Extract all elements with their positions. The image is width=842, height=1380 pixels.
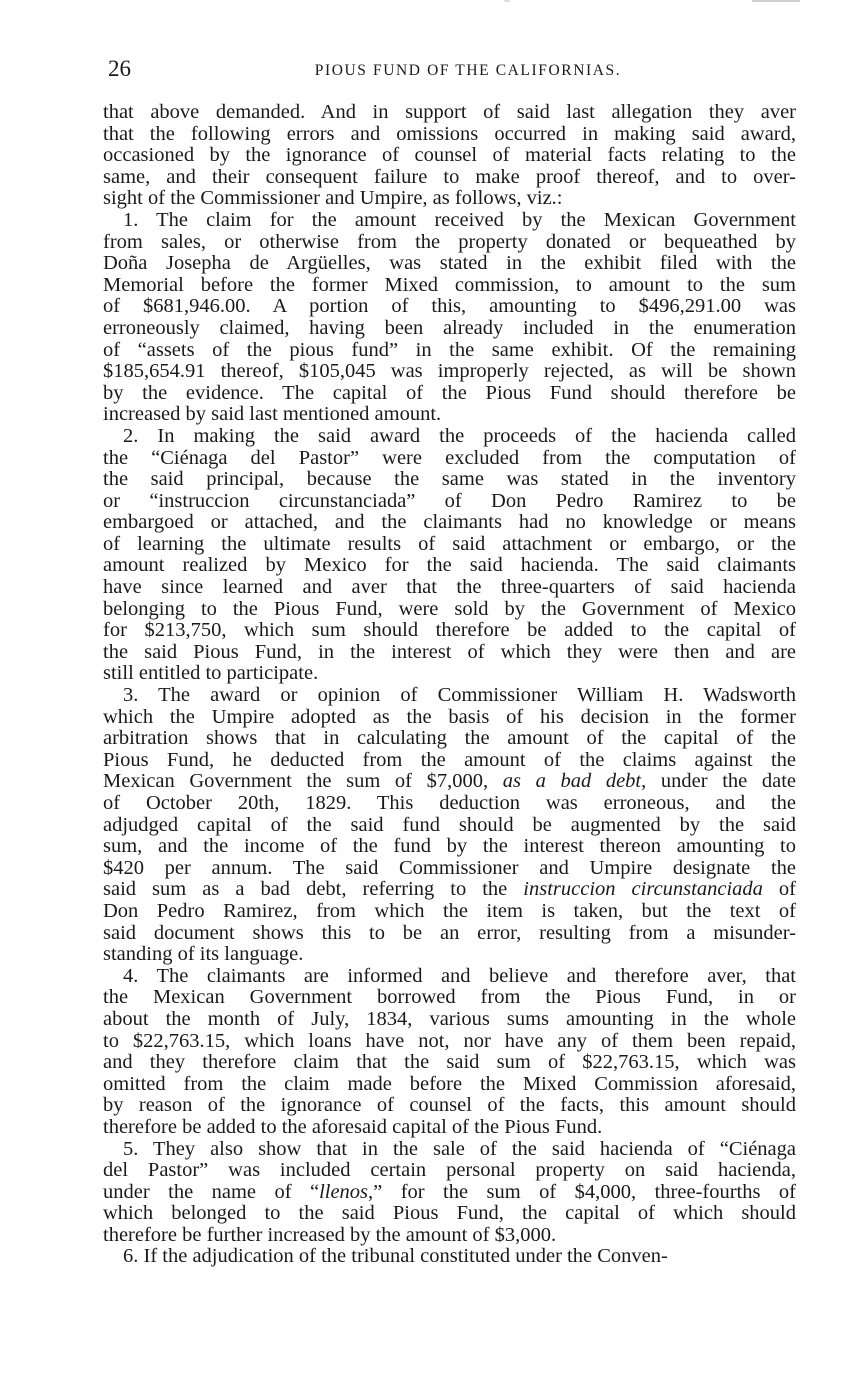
text-line: by the evidence. The capital of the Pious Fund should therefore be — [103, 381, 796, 404]
text-line: from sales, or otherwise from the property donated or bequeathed by — [103, 230, 796, 253]
body-text — [103, 102, 796, 1268]
text-line: increased by said last mentioned amount. — [103, 403, 442, 426]
text-line: under the name of “llenos,” for the sum of $4,000, three-fourths of — [103, 1180, 796, 1203]
text-line: omitted from the claim made before the Mixed Commission aforesaid, — [103, 1072, 796, 1095]
paragraph-item-5 — [103, 1139, 796, 1247]
text-line: the said principal, because the same was stated in the inventory — [103, 468, 796, 491]
text-line: 2. In making the said award the proceeds of the hacienda called — [123, 424, 796, 447]
text-line: 1. The claim for the amount received by the Mexican Government — [123, 208, 796, 231]
text-line: therefore be further increased by the amount of $3,000. — [103, 1223, 557, 1246]
text-line: that the following errors and omissions occurred in making said award, — [103, 122, 796, 145]
text-line: sight of the Commissioner and Umpire, as follows, viz.: — [103, 187, 563, 210]
text-line: erroneously claimed, having been already included in the enumeration — [103, 316, 796, 339]
text-line: Memorial before the former Mixed commission, to amount to the sum — [103, 273, 796, 296]
text-line: which the Umpire adopted as the basis of his decision in the former — [103, 705, 796, 728]
text-line: belonging to the Pious Fund, were sold by the Government of Mexico — [103, 597, 796, 620]
text-line: amount realized by Mexico for the said hacienda. The said claimants — [103, 554, 796, 577]
text-line: which belonged to the said Pious Fund, the capital of which should — [103, 1202, 796, 1225]
text-line: 5. They also show that in the sale of the said hacienda of “Ciénaga — [123, 1137, 796, 1160]
text-line: adjudged capital of the said fund should be augmented by the said — [103, 813, 796, 836]
text-line: Don Pedro Ramirez, from which the item is taken, but the text of — [103, 899, 796, 922]
paragraph-item-6 — [103, 1246, 796, 1268]
running-head: PIOUS FUND OF THE CALIFORNIAS. — [314, 62, 622, 79]
text-line: of “assets of the pious fund” in the same exhibit. Of the remaining — [103, 338, 796, 361]
page-header — [108, 56, 798, 86]
scan-edge-mark — [752, 0, 800, 2]
text-line: occasioned by the ignorance of counsel of material facts relating to the — [103, 144, 796, 167]
text-line: and they therefore claim that the said sum of $22,763.15, which was — [103, 1051, 796, 1074]
text-line: said document shows this to be an error, resulting from a misunder- — [103, 921, 796, 944]
text-line: therefore be added to the aforesaid capital of the Pious Fund. — [103, 1115, 603, 1138]
text-line: the “Ciénaga del Pastor” were excluded from the computation of — [103, 446, 796, 469]
text-line: standing of its language. — [103, 943, 304, 966]
text-line: of learning the ultimate results of said attachment or embargo, or the — [103, 532, 796, 555]
paragraph-item-3 — [103, 685, 796, 966]
text-line: arbitration shows that in calculating the amount of the capital of the — [103, 727, 796, 750]
text-line: for $213,750, which sum should therefore be added to the capital of — [103, 619, 796, 642]
text-line: that above demanded. And in support of said last allegation they aver — [103, 101, 796, 123]
text-line: del Pastor” was included certain personal property on said hacienda, — [103, 1159, 796, 1182]
text-line: the Mexican Government borrowed from the Pious Fund, in or — [103, 986, 796, 1009]
page-number: 26 — [108, 56, 131, 81]
paragraph-item-4 — [103, 966, 796, 1139]
text-line: Mexican Government the sum of $7,000, as a bad debt, under the date — [103, 770, 797, 793]
text-line: $185,654.91 thereof, $105,045 was improperly rejected, as will be shown — [103, 360, 796, 383]
paragraph-intro — [103, 102, 796, 210]
text-line: embargoed or attached, and the claimants had no knowledge or means — [103, 511, 796, 534]
text-line: $420 per annum. The said Commissioner and Umpire designate the — [103, 856, 796, 879]
scan-edge-mark-small — [504, 0, 510, 2]
text-line: still entitled to participate. — [103, 662, 319, 685]
text-line: sum, and the income of the fund by the interest thereon amounting to — [103, 835, 796, 858]
text-line: of $681,946.00. A portion of this, amounting to $496,291.00 was — [103, 295, 796, 318]
text-line: of October 20th, 1829. This deduction was erroneous, and the — [103, 792, 796, 814]
text-line: 4. The claimants are informed and believe and therefore aver, that — [123, 964, 796, 987]
text-line: 6. If the adjudication of the tribunal constituted under the Conven- — [123, 1245, 668, 1268]
paragraph-item-2 — [103, 426, 796, 685]
text-line: said sum as a bad debt, referring to the instruccion circunstanciada of — [103, 878, 796, 901]
text-line: same, and their consequent failure to make proof thereof, and to over- — [103, 165, 796, 188]
text-line: or “instruccion circunstanciada” of Don Pedro Ramirez to be — [103, 489, 796, 512]
text-line: have since learned and aver that the three-quarters of said hacienda — [103, 576, 796, 599]
text-line: about the month of July, 1834, various sums amounting in the whole — [103, 1007, 796, 1030]
text-line: Pious Fund, he deducted from the amount of the claims against the — [103, 748, 796, 771]
text-line: by reason of the ignorance of counsel of the facts, this amount should — [103, 1094, 796, 1117]
text-line: to $22,763.15, which loans have not, nor have any of them been repaid, — [103, 1029, 796, 1052]
paragraph-item-1 — [103, 210, 796, 426]
text-line: the said Pious Fund, in the interest of which they were then and are — [103, 640, 796, 663]
text-line: 3. The award or opinion of Commissioner William H. Wadsworth — [123, 684, 796, 707]
text-line: Doña Josepha de Argüelles, was stated in the exhibit filed with the — [103, 252, 796, 275]
